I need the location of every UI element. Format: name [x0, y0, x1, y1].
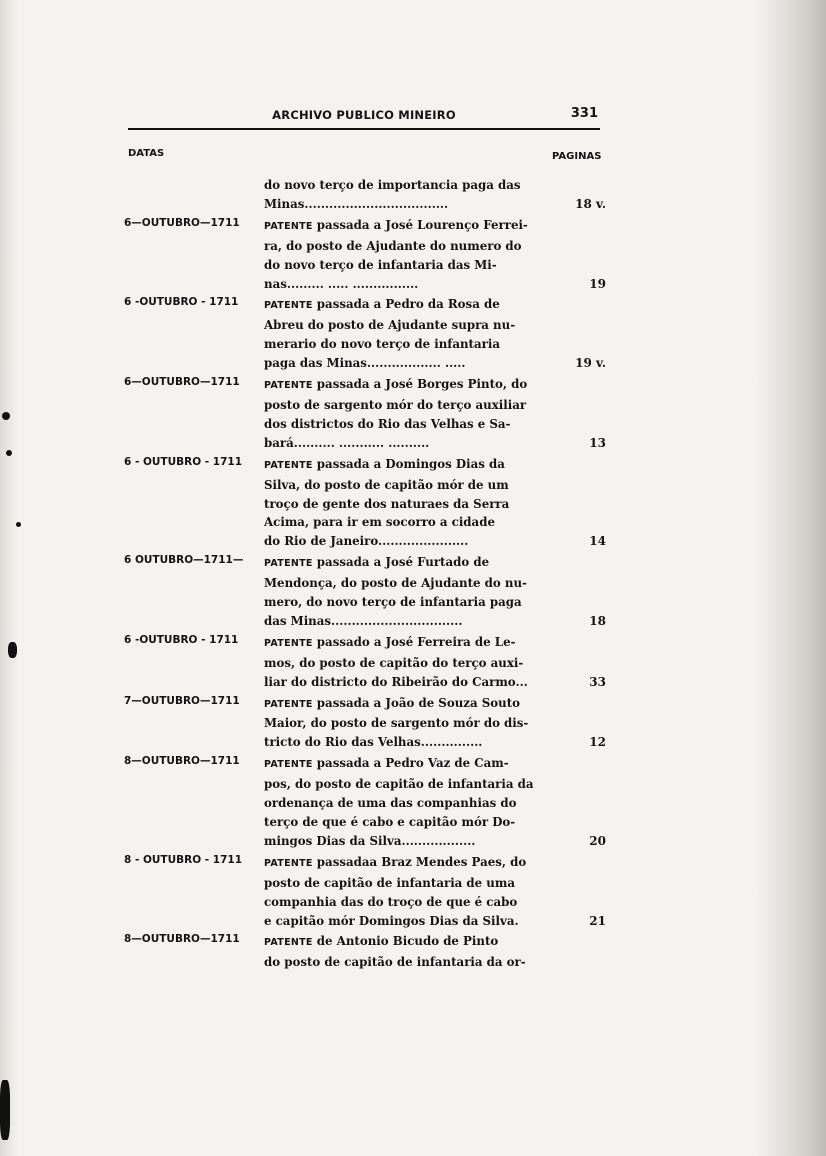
- entry-description: [264, 375, 536, 453]
- entry-lead-word: PATENTE: [264, 459, 313, 471]
- entry-date: 7—OUTUBRO—1711: [124, 694, 240, 707]
- entry-line: PATENTE passada a João de Souza Souto: [264, 695, 521, 710]
- entry-description: [264, 633, 536, 692]
- entry-description: [264, 754, 536, 851]
- entry-line: Abreu do posto de Ajudante supra nu-: [264, 318, 516, 333]
- running-header: [128, 108, 600, 130]
- index-entry: [124, 853, 612, 931]
- entry-line: PATENTE passado a José Ferreira de Le-: [264, 634, 516, 649]
- entry-page-number: 33: [589, 674, 606, 689]
- entry-lead-word: PATENTE: [264, 220, 313, 232]
- entry-date: 6—OUTUBRO—1711: [124, 376, 240, 389]
- entry-line: pos, do posto de capitão de infantaria da: [264, 777, 534, 792]
- entry-description: [264, 553, 536, 631]
- entry-lead-word: PATENTE: [264, 937, 313, 949]
- entry-lead-word: PATENTE: [264, 637, 313, 649]
- entry-line: Acima, para ir em socorro a cidade: [264, 515, 495, 530]
- entry-description: [264, 455, 536, 552]
- entry-line: tricto do Rio das Velhas...............: [264, 735, 483, 750]
- entry-line: Mendonça, do posto de Ajudante do nu-: [264, 576, 527, 591]
- entry-page-number: 19 v.: [575, 356, 606, 371]
- ink-blot: [16, 522, 21, 527]
- entry-line: PATENTE de Antonio Bicudo de Pinto: [264, 934, 499, 949]
- entry-date: 6 -OUTUBRO - 1711: [124, 633, 239, 646]
- entry-line: PATENTE passada a Pedro da Rosa de: [264, 297, 500, 312]
- entry-page-number: 12: [589, 735, 606, 750]
- entry-description: [264, 295, 536, 373]
- entry-line: dos districtos do Rio das Velhas e Sa-: [264, 416, 511, 431]
- entry-line: paga das Minas.................. .....: [264, 356, 466, 371]
- entry-line: mero, do novo terço de infantaria paga: [264, 595, 522, 610]
- index-entry: [124, 375, 612, 453]
- index-entry: [124, 553, 612, 631]
- entry-lead-word: PATENTE: [264, 300, 313, 312]
- entry-date: 8—OUTUBRO—1711: [124, 755, 240, 768]
- entry-date: 6 -OUTUBRO - 1711: [124, 296, 239, 309]
- entry-line: mos, do posto de capitão do terço auxi-: [264, 655, 524, 670]
- index-entry: [124, 295, 612, 373]
- entry-line: PATENTE passada a José Borges Pinto, do: [264, 377, 528, 392]
- index-entry: [124, 633, 612, 692]
- entry-page-number: 18: [589, 613, 606, 628]
- entry-description: [264, 694, 536, 753]
- ink-blot: [8, 642, 17, 658]
- entry-line: Maior, do posto de sargento mór do dis-: [264, 716, 529, 731]
- index-entry: [124, 754, 612, 851]
- entry-line: PATENTE passadaa Braz Mendes Paes, do: [264, 854, 527, 869]
- entry-page-number: 20: [589, 833, 606, 848]
- entry-date: 6 - OUTUBRO - 1711: [124, 455, 243, 468]
- entry-line: ra, do posto de Ajudante do numero do: [264, 238, 522, 253]
- entry-line: e capitão mór Domingos Dias da Silva.: [264, 913, 519, 928]
- index-entry: [124, 694, 612, 753]
- entry-lead-word: PATENTE: [264, 759, 313, 771]
- index-entry: [124, 455, 612, 552]
- entry-page-number: 21: [589, 913, 606, 928]
- ink-blot: [6, 450, 12, 456]
- entry-line: posto de sargento mór do terço auxiliar: [264, 397, 527, 412]
- entry-line: troço de gente dos naturaes da Serra: [264, 496, 510, 511]
- entry-line: do posto de capitão de infantaria da or-: [264, 955, 526, 970]
- index-entry: [124, 216, 612, 294]
- entry-line: PATENTE passada a José Lourenço Ferrei-: [264, 217, 528, 232]
- entry-description: [264, 932, 536, 972]
- entry-lead-word: PATENTE: [264, 698, 313, 710]
- entry-line: posto de capitão de infantaria de uma: [264, 875, 515, 890]
- entry-date: 6—OUTUBRO—1711: [124, 216, 240, 229]
- entry-line: Silva, do posto de capitão mór de um: [264, 477, 509, 492]
- index-entry: [124, 176, 612, 214]
- column-heading-datas: DATAS: [128, 148, 165, 159]
- entry-line: merario do novo terço de infantaria: [264, 337, 500, 352]
- entry-line: ordenança de uma das companhias do: [264, 796, 517, 811]
- entry-line: liar do districto do Ribeirão do Carmo...: [264, 674, 528, 689]
- entry-lead-word: PATENTE: [264, 857, 313, 869]
- entry-page-number: 19: [589, 276, 606, 291]
- entry-description: [264, 216, 536, 294]
- entry-line: do Rio de Janeiro......................: [264, 534, 469, 549]
- entry-line: PATENTE passada a José Furtado de: [264, 555, 490, 570]
- entry-line: mingos Dias da Silva..................: [264, 833, 476, 848]
- entry-date: 8 - OUTUBRO - 1711: [124, 853, 243, 866]
- entry-line: Minas...................................: [264, 196, 449, 211]
- entry-date: 6 OUTUBRO—1711—: [124, 554, 244, 567]
- header-title: ARCHIVO PUBLICO MINEIRO: [272, 108, 456, 122]
- entries-list: [124, 176, 612, 974]
- ink-blot: [2, 412, 10, 420]
- ink-blot: [0, 1080, 10, 1140]
- entry-lead-word: PATENTE: [264, 558, 313, 570]
- entry-line: nas......... ..... ................: [264, 276, 419, 291]
- column-heading-paginas: PAGINAS: [552, 151, 602, 162]
- scan-left-edge: [0, 0, 18, 1156]
- scan-binding-shadow: [754, 0, 826, 1156]
- entry-line: PATENTE passada a Domingos Dias da: [264, 456, 505, 471]
- entry-line: do novo terço de importancia paga das: [264, 178, 521, 192]
- entry-line: do novo terço de infantaria das Mi-: [264, 257, 497, 272]
- entry-line: bará.......... ........... ..........: [264, 435, 430, 450]
- entry-date: 8—OUTUBRO—1711: [124, 933, 240, 946]
- index-entry: [124, 932, 612, 972]
- entry-line: das Minas................................: [264, 613, 463, 628]
- entry-page-number: 14: [589, 534, 606, 549]
- entry-description: [264, 176, 536, 214]
- entry-line: terço de que é cabo e capitão mór Do-: [264, 815, 516, 829]
- entry-page-number: 13: [589, 435, 606, 450]
- entry-description: [264, 853, 536, 931]
- page-number: 331: [570, 106, 598, 121]
- entry-page-number: 18 v.: [575, 196, 606, 211]
- entry-line: companhia das do troço de que é cabo: [264, 894, 518, 909]
- entry-line: PATENTE passada a Pedro Vaz de Cam-: [264, 756, 509, 771]
- entry-lead-word: PATENTE: [264, 380, 313, 392]
